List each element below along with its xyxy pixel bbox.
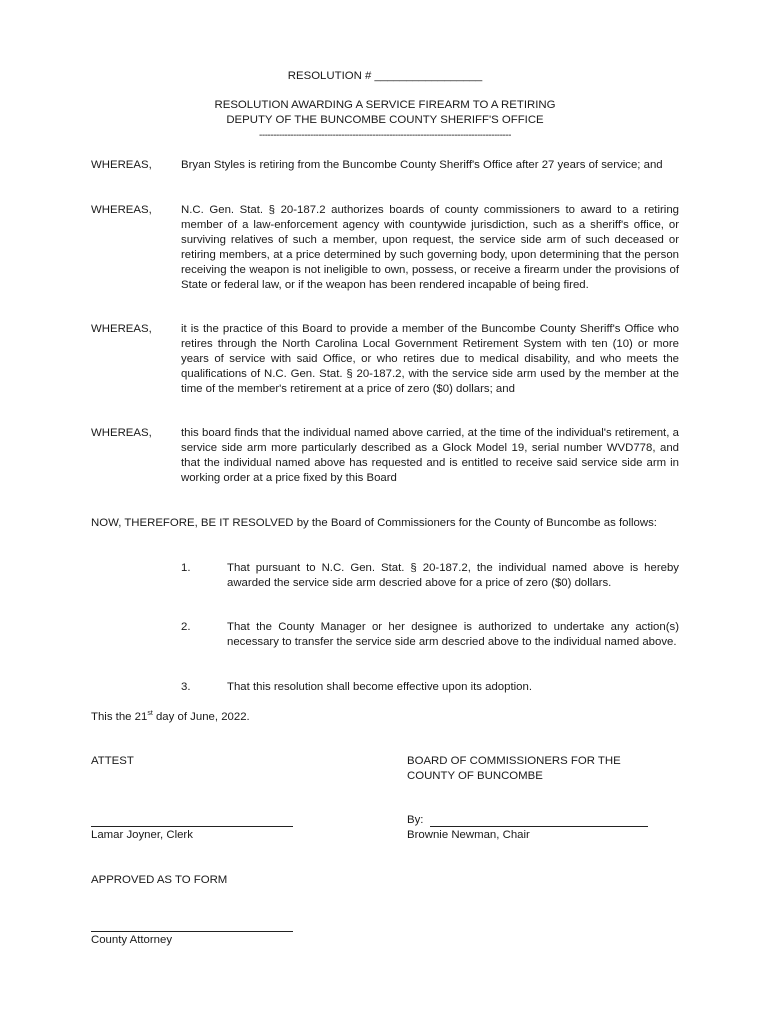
- by-label: By:: [407, 814, 424, 826]
- resolved-item-number: 3.: [181, 681, 191, 693]
- clerk-name: Lamar Joyner, Clerk: [91, 829, 193, 841]
- resolved-item-transfer: That the County Manager or her designee is authorized to undertake any action(s) necessary to transfer the service side arm descried above to the individual named above.: [227, 621, 679, 648]
- whereas-label: WHEREAS,: [91, 159, 152, 171]
- county-attorney-label: County Attorney: [91, 934, 173, 946]
- board-label-line-2: COUNTY OF BUNCOMBE: [407, 770, 543, 782]
- whereas-clause-retiree: Bryan Styles is retiring from the Buncombe County Sheriff's Office after 27 years of service; and: [181, 159, 663, 171]
- whereas-clause-practice: it is the practice of this Board to provide a member of the Buncombe County Sheriff's Office who retires through the North Carolina Local Government Retirement System with ten (10) or more years of service with said Office, or who retires due to medical disability, and who meets the qualifications of N.C. Gen. Stat. § 20-187.2, with the service side arm used by the member at the time of the member's retirement at a price of zero ($0) dollars; and: [181, 323, 679, 395]
- whereas-label: WHEREAS,: [91, 204, 152, 216]
- resolution-number: RESOLUTION # _________________: [287, 70, 483, 82]
- whereas-label: WHEREAS,: [91, 323, 152, 335]
- attest-label: ATTEST: [91, 755, 134, 767]
- title-divider: -----------------------------------------------------------------------------------------: [259, 130, 511, 141]
- resolved-statement: NOW, THEREFORE, BE IT RESOLVED by the Board of Commissioners for the County of Buncombe as follows:: [91, 517, 657, 529]
- chair-signature-line[interactable]: [430, 826, 648, 827]
- clerk-signature-line[interactable]: [91, 826, 293, 827]
- whereas-clause-statute: N.C. Gen. Stat. § 20-187.2 authorizes boards of county commissioners to award to a retiring member of a law-enforcement agency with countywide jurisdiction, such as a sheriff's office, or surviving relatives of such a member, upon request, the service side arm of such deceased or retiring members, at a price determined by such governing body, upon determining that the person receiving the weapon is not ineligible to own, possess, or receive a firearm under the provisions of State or federal law, or if the weapon has been rendered incapable of being fired.: [181, 204, 679, 291]
- chair-name: Brownie Newman, Chair: [407, 829, 530, 841]
- resolved-item-effective: That this resolution shall become effective upon its adoption.: [227, 681, 532, 693]
- attorney-signature-line[interactable]: [91, 931, 293, 932]
- resolved-item-number: 1.: [181, 562, 191, 574]
- date-line: This the 21st day of June, 2022.: [91, 710, 250, 723]
- resolution-title-line-2: DEPUTY OF THE BUNCOMBE COUNTY SHERIFF'S OFFICE: [226, 114, 544, 126]
- resolved-item-number: 2.: [181, 621, 191, 633]
- approved-as-to-form-label: APPROVED AS TO FORM: [91, 874, 228, 886]
- resolved-item-award: That pursuant to N.C. Gen. Stat. § 20-187.2, the individual named above is hereby awarded the service side arm descried above for a price of zero ($0) dollars.: [227, 562, 679, 589]
- board-label-line-1: BOARD OF COMMISSIONERS FOR THE: [407, 755, 621, 767]
- resolution-title-line-1: RESOLUTION AWARDING A SERVICE FIREARM TO A RETIRING: [214, 99, 556, 111]
- whereas-clause-findings: this board finds that the individual named above carried, at the time of the individual's retirement, a service side arm more particularly described as a Glock Model 19, serial number WVD778, and that the individual named above has requested and is entitled to receive said service side arm in working order at a price fixed by this Board: [181, 427, 679, 484]
- whereas-label: WHEREAS,: [91, 427, 152, 439]
